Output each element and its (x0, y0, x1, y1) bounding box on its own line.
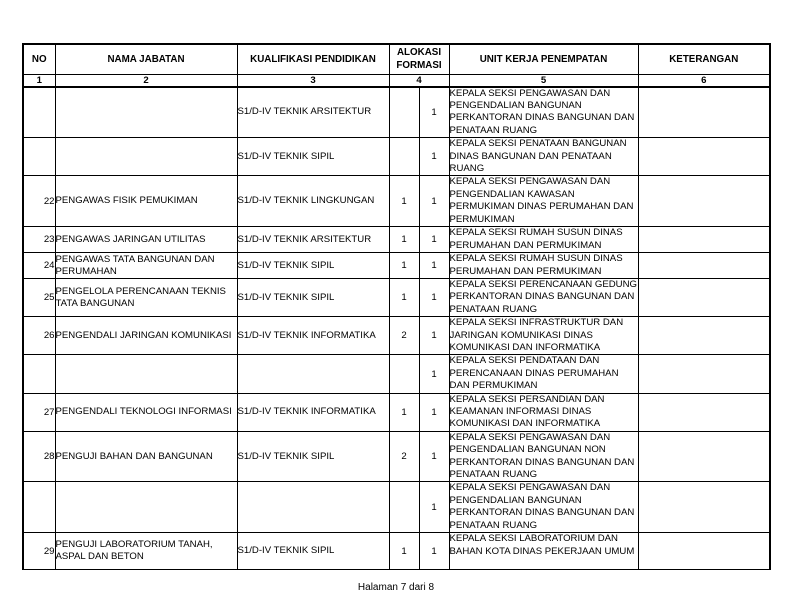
keterangan (638, 533, 770, 570)
kualifikasi-pendidikan: S1/D-IV TEKNIK SIPIL (237, 138, 389, 176)
unit-kerja-penempatan: KEPALA SEKSI PENGAWASAN DAN PENGENDALIAN BANGUNAN NON PERKANTORAN DINAS BANGUNAN DAN PENATAAN RUANG (449, 431, 638, 482)
keterangan (638, 253, 770, 279)
keterangan (638, 431, 770, 482)
row-number: 24 (23, 253, 55, 279)
keterangan (638, 317, 770, 355)
unit-kerja-penempatan: KEPALA SEKSI PERENCANAAN GEDUNG PERKANTORAN DINAS BANGUNAN DAN PENATAAN RUANG (449, 278, 638, 315)
alokasi-total: 1 (389, 393, 419, 431)
keterangan (638, 355, 770, 393)
kualifikasi-pendidikan: S1/D-IV TEKNIK INFORMATIKA (237, 317, 389, 355)
row-number: 28 (23, 431, 55, 482)
table-row (23, 278, 770, 316)
alokasi-per-unit: 1 (419, 253, 449, 279)
row-number: 25 (23, 278, 55, 316)
nama-jabatan: PENGAWAS FISIK PEMUKIMAN (55, 176, 237, 227)
unit-kerja-penempatan: KEPALA SEKSI PENDATAAN DAN PERENCANAAN DINAS PERUMAHAN DAN PERMUKIMAN (449, 355, 638, 393)
alokasi-total (389, 87, 419, 138)
row-number: 23 (23, 227, 55, 253)
column-number: 1 (23, 74, 55, 87)
nama-jabatan: PENGAWAS TATA BANGUNAN DAN PERUMAHAN (55, 253, 237, 279)
row-number: 26 (23, 317, 55, 355)
nama-jabatan: PENGUJI LABORATORIUM TANAH, ASPAL DAN BETON (55, 533, 237, 570)
alokasi-per-unit: 1 (419, 482, 449, 533)
table-body (23, 87, 770, 570)
keterangan (638, 278, 770, 316)
table-row (23, 138, 770, 176)
row-number (23, 482, 55, 533)
header-alokasi-formasi: ALOKASI FORMASI (389, 44, 449, 74)
header-no: NO (23, 44, 55, 74)
row-number (23, 138, 55, 176)
page-footer: Halaman 7 dari 8 (357, 582, 435, 593)
row-number: 29 (23, 533, 55, 570)
alokasi-per-unit: 1 (419, 355, 449, 393)
header-keterangan: KETERANGAN (638, 44, 770, 74)
nama-jabatan (55, 482, 237, 533)
nama-jabatan (55, 87, 237, 138)
header-unit-kerja: UNIT KERJA PENEMPATAN (449, 44, 638, 74)
keterangan (638, 227, 770, 253)
alokasi-total: 1 (389, 176, 419, 227)
alokasi-per-unit: 1 (419, 278, 449, 316)
unit-kerja-penempatan: KEPALA SEKSI PENGAWASAN DAN PENGENDALIAN BANGUNAN PERKANTORAN DINAS BANGUNAN DAN PENATAAN RUANG (449, 87, 638, 138)
kualifikasi-pendidikan: S1/D-IV TEKNIK INFORMATIKA (237, 393, 389, 431)
nama-jabatan: PENGENDALI TEKNOLOGI INFORMASI (55, 393, 237, 431)
alokasi-per-unit: 1 (419, 431, 449, 482)
column-number: 4 (389, 74, 449, 87)
header-row (23, 44, 770, 74)
alokasi-total: 1 (389, 253, 419, 279)
column-number: 6 (638, 74, 770, 87)
table-row (23, 482, 770, 533)
alokasi-total: 1 (389, 227, 419, 253)
table-row (23, 227, 770, 253)
unit-kerja-penempatan: KEPALA SEKSI LABORATORIUM DAN BAHAN KOTA DINAS PEKERJAAN UMUM (449, 533, 638, 570)
alokasi-per-unit: 1 (419, 227, 449, 253)
table-row (23, 393, 770, 431)
column-number: 2 (55, 74, 237, 87)
nama-jabatan (55, 355, 237, 393)
row-number (23, 87, 55, 138)
keterangan (638, 482, 770, 533)
column-number: 5 (449, 74, 638, 87)
table-row (23, 176, 770, 227)
header-nama-jabatan: NAMA JABATAN (55, 44, 237, 74)
kualifikasi-pendidikan (237, 482, 389, 533)
kualifikasi-pendidikan: S1/D-IV TEKNIK ARSITEKTUR (237, 87, 389, 138)
unit-kerja-penempatan: KEPALA SEKSI RUMAH SUSUN DINAS PERUMAHAN DAN PERMUKIMAN (449, 253, 638, 279)
row-number: 22 (23, 176, 55, 227)
alokasi-per-unit: 1 (419, 87, 449, 138)
table-row (23, 87, 770, 138)
table-row (23, 253, 770, 279)
kualifikasi-pendidikan: S1/D-IV TEKNIK SIPIL (237, 253, 389, 279)
keterangan (638, 87, 770, 138)
keterangan (638, 393, 770, 431)
table-row (23, 533, 770, 570)
alokasi-per-unit: 1 (419, 393, 449, 431)
keterangan (638, 176, 770, 227)
keterangan (638, 138, 770, 176)
unit-kerja-penempatan: KEPALA SEKSI PENGAWASAN DAN PENGENDALIAN BANGUNAN PERKANTORAN DINAS BANGUNAN DAN PENATAAN RUANG (449, 482, 638, 533)
alokasi-total (389, 355, 419, 393)
kualifikasi-pendidikan: S1/D-IV TEKNIK ARSITEKTUR (237, 227, 389, 253)
unit-kerja-penempatan: KEPALA SEKSI PERSANDIAN DAN KEAMANAN INFORMASI DINAS KOMUNIKASI DAN INFORMATIKA (449, 393, 638, 431)
nama-jabatan (55, 138, 237, 176)
nama-jabatan: PENGELOLA PERENCANAAN TEKNIS TATA BANGUNAN (55, 278, 237, 316)
formasi-table (22, 43, 771, 570)
unit-kerja-penempatan: KEPALA SEKSI PENGAWASAN DAN PENGENDALIAN KAWASAN PERMUKIMAN DINAS PERUMAHAN DAN PERMUKIMAN (449, 176, 638, 227)
kualifikasi-pendidikan: S1/D-IV TEKNIK SIPIL (237, 431, 389, 482)
nama-jabatan: PENGENDALI JARINGAN KOMUNIKASI (55, 317, 237, 355)
header-kualifikasi: KUALIFIKASI PENDIDIKAN (237, 44, 389, 74)
alokasi-total (389, 482, 419, 533)
table-row (23, 317, 770, 355)
alokasi-total: 1 (389, 278, 419, 316)
alokasi-per-unit: 1 (419, 176, 449, 227)
alokasi-total (389, 138, 419, 176)
kualifikasi-pendidikan: S1/D-IV TEKNIK LINGKUNGAN (237, 176, 389, 227)
alokasi-total: 2 (389, 317, 419, 355)
row-number: 27 (23, 393, 55, 431)
row-number (23, 355, 55, 393)
table-row (23, 431, 770, 482)
alokasi-per-unit: 1 (419, 138, 449, 176)
unit-kerja-penempatan: KEPALA SEKSI RUMAH SUSUN DINAS PERUMAHAN DAN PERMUKIMAN (449, 227, 638, 253)
alokasi-per-unit: 1 (419, 317, 449, 355)
kualifikasi-pendidikan: S1/D-IV TEKNIK SIPIL (237, 533, 389, 570)
column-number-row (23, 74, 770, 87)
kualifikasi-pendidikan: S1/D-IV TEKNIK SIPIL (237, 278, 389, 316)
table-row (23, 355, 770, 393)
alokasi-total: 1 (389, 533, 419, 570)
alokasi-total: 2 (389, 431, 419, 482)
alokasi-per-unit: 1 (419, 533, 449, 570)
nama-jabatan: PENGAWAS JARINGAN UTILITAS (55, 227, 237, 253)
column-number: 3 (237, 74, 389, 87)
unit-kerja-penempatan: KEPALA SEKSI PENATAAN BANGUNAN DINAS BANGUNAN DAN PENATAAN RUANG (449, 138, 638, 176)
nama-jabatan: PENGUJI BAHAN DAN BANGUNAN (55, 431, 237, 482)
unit-kerja-penempatan: KEPALA SEKSI INFRASTRUKTUR DAN JARINGAN KOMUNIKASI DINAS KOMUNIKASI DAN INFORMATIKA (449, 317, 638, 355)
kualifikasi-pendidikan (237, 355, 389, 393)
